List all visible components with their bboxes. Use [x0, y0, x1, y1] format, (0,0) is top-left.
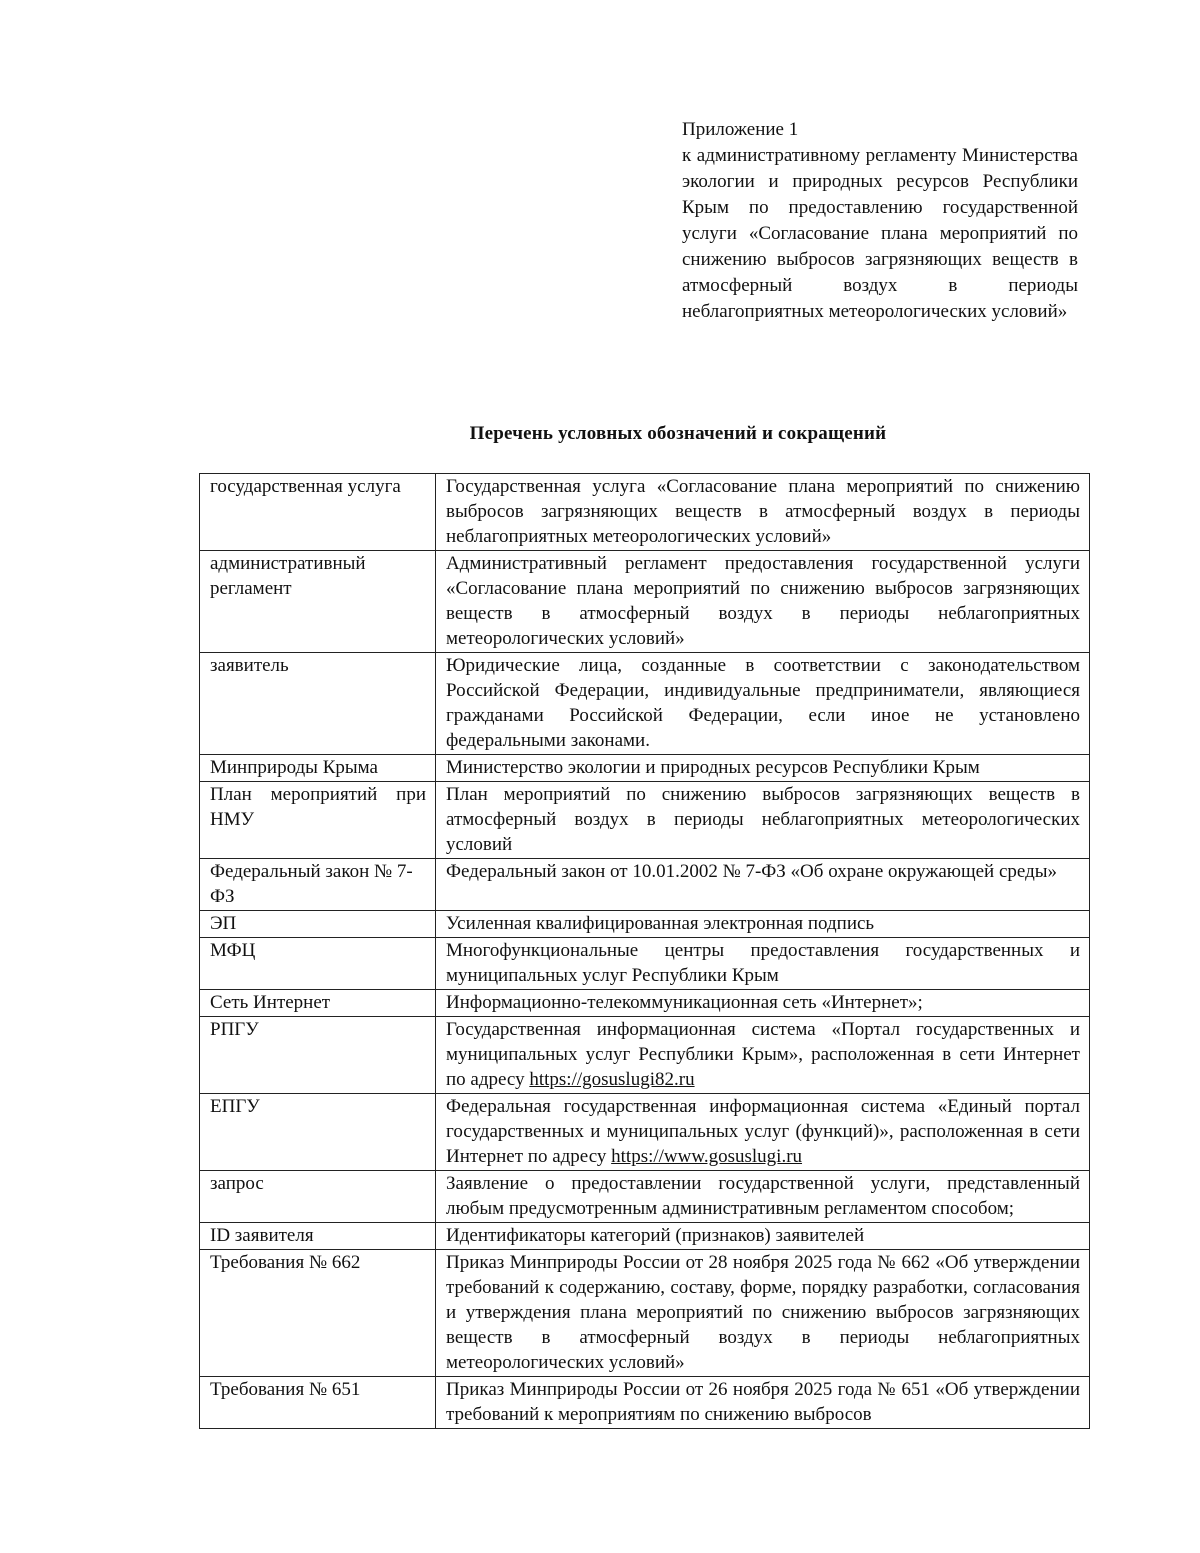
term-cell: государственная услуга	[200, 474, 436, 551]
table-row	[200, 1223, 1090, 1250]
term-cell: План мероприятий при НМУ	[200, 782, 436, 859]
table-row	[200, 938, 1090, 990]
table-row	[200, 1171, 1090, 1223]
definition-text: Федеральная государственная информационная система «Единый портал государственных и муниципальных услуг (функций)», расположенная в сети Интернет по адресу	[446, 1096, 1080, 1167]
term-cell: административный регламент	[200, 551, 436, 653]
definition-cell: Федеральный закон от 10.01.2002 № 7-ФЗ «Об охране окружающей среды»	[436, 859, 1090, 911]
appendix-text: к административному регламенту Министерства экологии и природных ресурсов Республики Крым по предоставлению государственной услуги «Согласование плана мероприятий по снижению выбросов загрязняющих веществ в атмосферный воздух в периоды неблагоприятных метеорологических условий»	[682, 145, 1078, 322]
definition-cell	[436, 1017, 1090, 1094]
term-cell: Федеральный закон № 7-ФЗ	[200, 859, 436, 911]
term-cell: РПГУ	[200, 1017, 436, 1094]
definition-cell: Идентификаторы категорий (признаков) заявителей	[436, 1223, 1090, 1250]
definition-cell: Министерство экологии и природных ресурсов Республики Крым	[436, 755, 1090, 782]
table-row	[200, 1094, 1090, 1171]
table-row	[200, 1017, 1090, 1094]
table-row	[200, 859, 1090, 911]
term-cell: Сеть Интернет	[200, 990, 436, 1017]
term-cell: ЕПГУ	[200, 1094, 436, 1171]
table-row	[200, 653, 1090, 755]
definition-cell: Государственная услуга «Согласование плана мероприятий по снижению выбросов загрязняющих веществ в атмосферный воздух в периоды неблагоприятных метеорологических условий»	[436, 474, 1090, 551]
term-cell: заявитель	[200, 653, 436, 755]
table-row	[200, 755, 1090, 782]
epgu-link[interactable]: https://www.gosuslugi.ru	[611, 1146, 803, 1167]
term-cell: ID заявителя	[200, 1223, 436, 1250]
definition-cell: Информационно-телекоммуникационная сеть «Интернет»;	[436, 990, 1090, 1017]
abbreviations-table	[199, 473, 1090, 1429]
definition-cell	[436, 1094, 1090, 1171]
definition-cell: Приказ Минприроды России от 26 ноября 2025 года № 651 «Об утверждении требований к мероприятиям по снижению выбросов	[436, 1377, 1090, 1429]
definition-cell: Приказ Минприроды России от 28 ноября 2025 года № 662 «Об утверждении требований к содержанию, составу, форме, порядку разработки, согласования и утверждения плана мероприятий по снижению выбросов загрязняющих веществ в атмосферный воздух в периоды неблагоприятных метеорологических условий»	[436, 1250, 1090, 1377]
rpgu-link[interactable]: https://gosuslugi82.ru	[529, 1069, 695, 1090]
appendix-label: Приложение 1	[682, 119, 799, 140]
definition-cell: Административный регламент предоставления государственной услуги «Согласование плана мероприятий по снижению выбросов загрязняющих веществ в атмосферный воздух в периоды неблагоприятных метеорологических условий»	[436, 551, 1090, 653]
term-cell: ЭП	[200, 911, 436, 938]
table-row	[200, 474, 1090, 551]
definition-cell: План мероприятий по снижению выбросов загрязняющих веществ в атмосферный воздух в периоды неблагоприятных метеорологических условий	[436, 782, 1090, 859]
term-cell: запрос	[200, 1171, 436, 1223]
term-cell: МФЦ	[200, 938, 436, 990]
table-row	[200, 990, 1090, 1017]
table-row	[200, 1377, 1090, 1429]
definition-text: Государственная информационная система «Портал государственных и муниципальных услуг Республики Крым», расположенная в сети Интернет по адресу	[446, 1019, 1080, 1090]
document-title: Перечень условных обозначений и сокращений	[469, 423, 887, 444]
term-cell: Минприроды Крыма	[200, 755, 436, 782]
table-row	[200, 782, 1090, 859]
term-cell: Требования № 651	[200, 1377, 436, 1429]
definition-cell: Усиленная квалифицированная электронная подпись	[436, 911, 1090, 938]
table-row	[200, 551, 1090, 653]
definition-cell: Многофункциональные центры предоставления государственных и муниципальных услуг Республики Крым	[436, 938, 1090, 990]
term-cell: Требования № 662	[200, 1250, 436, 1377]
definition-cell: Юридические лица, созданные в соответствии с законодательством Российской Федерации, индивидуальные предприниматели, являющиеся гражданами Российской Федерации, если иное не установлено федеральными законами.	[436, 653, 1090, 755]
appendix-header	[682, 117, 1078, 325]
table-row	[200, 911, 1090, 938]
definition-cell: Заявление о предоставлении государственной услуги, представленный любым предусмотренным административным регламентом способом;	[436, 1171, 1090, 1223]
table-row	[200, 1250, 1090, 1377]
